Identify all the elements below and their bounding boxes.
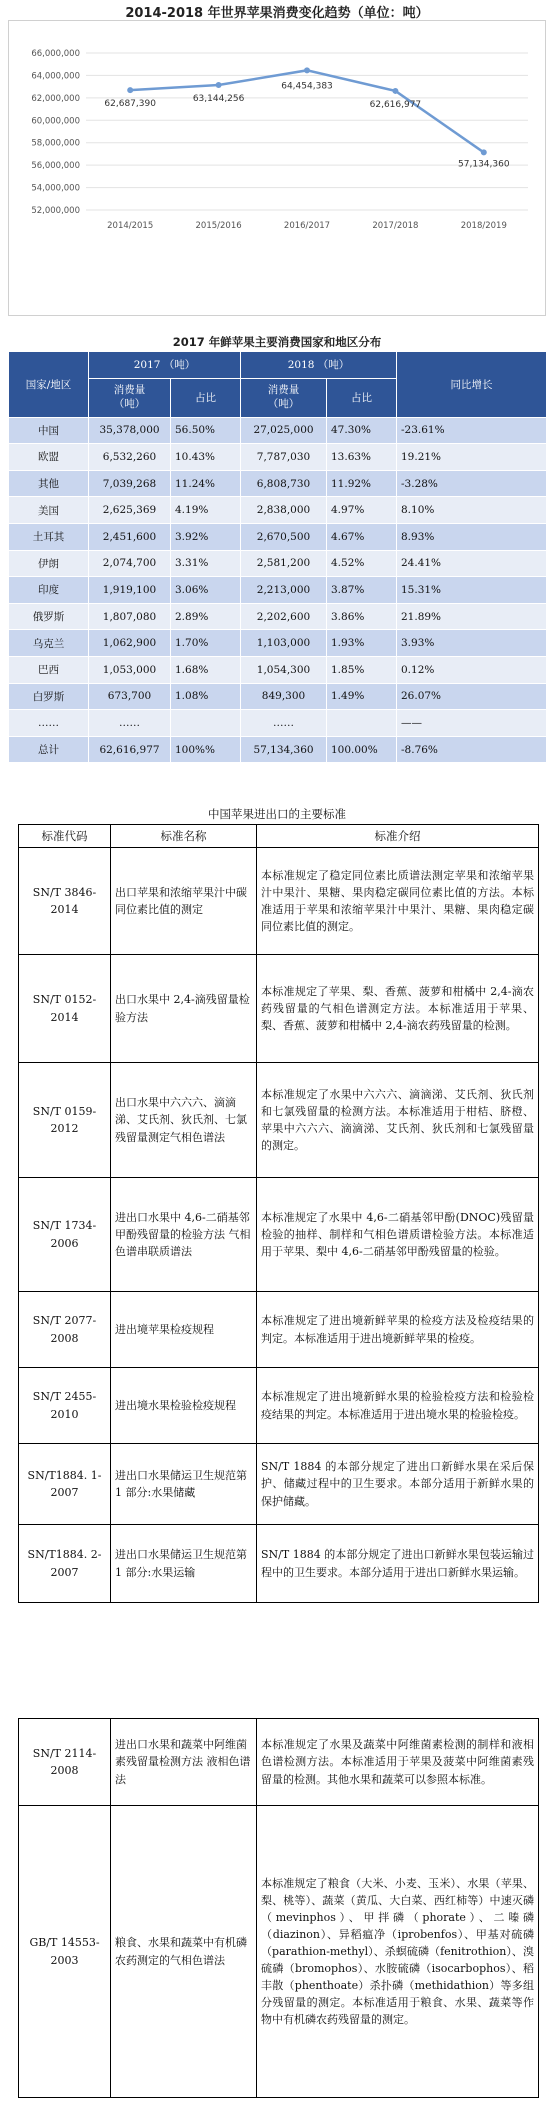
cell-share-2017: 3.06%: [171, 577, 241, 604]
cell-share-2018: 3.86%: [327, 603, 397, 630]
cell-qty-2017: 7,039,268: [89, 470, 171, 497]
standard-intro: 本标准规定了稳定同位素比质谱法测定苹果和浓缩苹果汁中果汁、果糖、果肉稳定碳同位素比值的方法。本标准适用于苹果和浓缩苹果汁中果汁、果糖、果肉稳定碳同位素比值的测定。: [257, 848, 539, 955]
y-tick-label: 62,000,000: [31, 93, 80, 104]
standards-table-body: [19, 848, 539, 1603]
trend-chart-svg: [8, 0, 546, 316]
cell-qty-2018: 2,213,000: [241, 577, 327, 604]
y-tick-label: 56,000,000: [31, 161, 80, 172]
y-tick-label: 52,000,000: [31, 206, 80, 216]
consumption-table: [8, 351, 547, 763]
cell-qty-2018: 7,787,030: [241, 444, 327, 471]
cell-share-2018: 1.49%: [327, 683, 397, 710]
data-point: [216, 82, 222, 88]
cell-region: 印度: [9, 577, 89, 604]
cell-region: 白罗斯: [9, 683, 89, 710]
cell-growth: 19.21%: [397, 444, 547, 471]
cell-qty-2017: 1,919,100: [89, 577, 171, 604]
header-intro: 标准介绍: [257, 825, 539, 848]
standard-code: SN/T 3846-2014: [19, 848, 111, 955]
standard-row: [19, 1292, 539, 1368]
consumption-row: [9, 710, 547, 737]
header-share-2017: 占比: [171, 378, 241, 417]
cell-share-2018: 4.97%: [327, 497, 397, 524]
standard-row: [19, 1368, 539, 1444]
data-label: 62,687,390: [104, 99, 156, 110]
cell-qty-2018: 27,025,000: [241, 417, 327, 444]
standard-name: 出口水果中 2,4-滴残留量检验方法: [111, 955, 257, 1063]
consumption-row: [9, 603, 547, 630]
data-point: [481, 149, 487, 155]
standard-row: [19, 1806, 539, 2098]
standard-row: [19, 1444, 539, 1525]
consumption-table-body: [9, 417, 547, 763]
cell-share-2018: 1.93%: [327, 630, 397, 657]
standard-intro: SN/T 1884 的本部分规定了进出口新鲜水果包装运输过程中的卫生要求。本部分适用于进出口新鲜水果运输。: [257, 1525, 539, 1603]
cell-share-2017: 56.50%: [171, 417, 241, 444]
cell-qty-2017: 6,532,260: [89, 444, 171, 471]
standards-table-continued-body: [19, 1719, 539, 2098]
cell-growth: 26.07%: [397, 683, 547, 710]
consumption-row: [9, 736, 547, 763]
cell-share-2018: 11.92%: [327, 470, 397, 497]
cell-qty-2018: 2,202,600: [241, 603, 327, 630]
standard-row: [19, 1525, 539, 1603]
y-tick-label: 54,000,000: [31, 183, 80, 194]
data-label: 64,454,383: [281, 81, 333, 92]
header-region: 国家/地区: [9, 352, 89, 418]
cell-region: 伊朗: [9, 550, 89, 577]
cell-growth: -23.61%: [397, 417, 547, 444]
standard-intro: SN/T 1884 的本部分规定了进出口新鲜水果在采后保护、储藏过程中的卫生要求。本部分适用于新鲜水果的保护储藏。: [257, 1444, 539, 1525]
standard-code: SN/T 1734-2006: [19, 1178, 111, 1292]
cell-share-2017: 10.43%: [171, 444, 241, 471]
cell-qty-2018: 2,670,500: [241, 523, 327, 550]
standard-intro: 本标准规定了苹果、梨、香蕉、菠萝和柑橘中 2,4-滴农药残留量的气相色谱测定方法。本标准适用于苹果、梨、香蕉、菠萝和柑橘中 2,4-滴农药残留量的检测。: [257, 955, 539, 1063]
standard-name: 进出口水果储运卫生规范第 1 部分:水果运输: [111, 1525, 257, 1603]
cell-share-2017: 4.19%: [171, 497, 241, 524]
standard-code: SN/T 2077-2008: [19, 1292, 111, 1368]
cell-qty-2018: 1,054,300: [241, 656, 327, 683]
cell-qty-2017: 2,451,600: [89, 523, 171, 550]
cell-growth: -3.28%: [397, 470, 547, 497]
data-point: [127, 87, 133, 93]
standard-row: [19, 1178, 539, 1292]
cell-share-2017: [171, 710, 241, 737]
header-share-2018: 占比: [327, 378, 397, 417]
data-label: 57,134,360: [458, 159, 510, 170]
cell-region: 总计: [9, 736, 89, 763]
cell-qty-2017: 2,625,369: [89, 497, 171, 524]
cell-share-2017: 1.68%: [171, 656, 241, 683]
standard-name: 进出境水果检验检疫规程: [111, 1368, 257, 1444]
standard-code: SN/T 0159-2012: [19, 1063, 111, 1178]
y-tick-label: 64,000,000: [31, 71, 80, 82]
cell-qty-2018: 1,103,000: [241, 630, 327, 657]
standard-code: SN/T 0152-2014: [19, 955, 111, 1063]
x-tick-label: 2015/2016: [195, 221, 242, 231]
y-tick-label: 60,000,000: [31, 116, 80, 127]
consumption-row: [9, 523, 547, 550]
consumption-row: [9, 577, 547, 604]
standards-table-continued: [18, 1718, 539, 2098]
cell-qty-2017: 35,378,000: [89, 417, 171, 444]
cell-growth: 0.12%: [397, 656, 547, 683]
data-label: 62,616,977: [369, 99, 422, 110]
cell-share-2018: 1.85%: [327, 656, 397, 683]
cell-growth: 15.31%: [397, 577, 547, 604]
cell-share-2018: 4.52%: [327, 550, 397, 577]
cell-share-2017: 3.31%: [171, 550, 241, 577]
consumption-row: [9, 683, 547, 710]
cell-qty-2018: 57,134,360: [241, 736, 327, 763]
cell-qty-2017: 673,700: [89, 683, 171, 710]
standard-name: 出口水果中六六六、滴滴涕、艾氏剂、狄氏剂、七氯残留量测定气相色谱法: [111, 1063, 257, 1178]
header-name: 标准名称: [111, 825, 257, 848]
cell-qty-2018: 849,300: [241, 683, 327, 710]
cell-growth: 8.93%: [397, 523, 547, 550]
cell-qty-2017: 1,053,000: [89, 656, 171, 683]
header-code: 标准代码: [19, 825, 111, 848]
standard-code: SN/T 2455-2010: [19, 1368, 111, 1444]
header-2017: 2017 （吨）: [89, 352, 241, 379]
standard-intro: 本标准规定了进出境新鲜水果的检验检疫方法和检验检疫结果的判定。本标准适用于进出境水果的检验检疫。: [257, 1368, 539, 1444]
standard-intro: 本标准规定了水果中 4,6-二硝基邻甲酚(DNOC)残留量检验的抽样、制样和气相色谱质谱检验方法。本标准适用于苹果、梨中 4,6-二硝基邻甲酚残留量的检验。: [257, 1178, 539, 1292]
cell-share-2018: 4.67%: [327, 523, 397, 550]
consumption-trend-chart: [8, 0, 546, 316]
standard-row: [19, 1063, 539, 1178]
standards-table: [18, 824, 539, 1603]
cell-growth: 21.89%: [397, 603, 547, 630]
x-tick-label: 2014/2015: [107, 221, 154, 231]
cell-growth: -8.76%: [397, 736, 547, 763]
standard-intro: 本标准规定了粮食（大米、小麦、玉米）、水果（苹果、梨、桃等）、蔬菜（黄瓜、大白菜、西红柿等）中速灭磷（mevinphos）、甲拌磷（phorate）、二嗪磷（diazinon）、异稻瘟净（iprobenfos）、甲基对硫磷（parathion-methyl）、杀螟硫磷（fenitrothion）、溴硫磷（bromophos）、水胺硫磷（isocarbophos）、稻丰散（phenthoate）杀扑磷（methidathion）等多组分残留量的测定。本标准适用于粮食、水果、蔬菜等作物中有机磷农药残留量的测定。: [257, 1806, 539, 2098]
cell-share-2017: 1.70%: [171, 630, 241, 657]
cell-qty-2017: 1,807,080: [89, 603, 171, 630]
header-qty-2018: 消费量 （吨）: [241, 378, 327, 417]
cell-qty-2017: 1,062,900: [89, 630, 171, 657]
standards-table-title: 中国苹果进出口的主要标准: [208, 807, 346, 821]
cell-qty-2017: ……: [89, 710, 171, 737]
cell-qty-2017: 62,616,977: [89, 736, 171, 763]
standard-name: 进出境苹果检疫规程: [111, 1292, 257, 1368]
header-qty-2017: 消费量 （吨）: [89, 378, 171, 417]
cell-share-2017: 1.08%: [171, 683, 241, 710]
chart-title: 2014-2018 年世界苹果消费变化趋势（单位：吨）: [125, 6, 429, 21]
standard-code: SN/T 2114-2008: [19, 1719, 111, 1806]
standard-code: SN/T1884. 2- 2007: [19, 1525, 111, 1603]
standard-row: [19, 955, 539, 1063]
cell-region: 其他: [9, 470, 89, 497]
cell-region: 乌克兰: [9, 630, 89, 657]
cell-growth: 24.41%: [397, 550, 547, 577]
standard-row: [19, 1719, 539, 1806]
consumption-row: [9, 630, 547, 657]
cell-region: 巴西: [9, 656, 89, 683]
data-point: [392, 88, 398, 94]
cell-growth: ——: [397, 710, 547, 737]
standard-name: 出口苹果和浓缩苹果汁中碳同位素比值的测定: [111, 848, 257, 955]
data-label: 63,144,256: [192, 94, 245, 105]
standard-intro: 本标准规定了水果中六六六、滴滴涕、艾氏剂、狄氏剂和七氯残留量的检测方法。本标准适用于柑桔、脐橙、苹果中六六六、滴滴涕、艾氏剂、狄氏剂和七氯残留量的测定。: [257, 1063, 539, 1178]
standard-row: [19, 848, 539, 955]
cell-share-2018: 100.00%: [327, 736, 397, 763]
y-tick-label: 66,000,000: [31, 49, 80, 59]
x-tick-label: 2017/2018: [372, 221, 419, 231]
cell-share-2017: 100%%: [171, 736, 241, 763]
cell-share-2018: 3.87%: [327, 577, 397, 604]
consumption-row: [9, 656, 547, 683]
consumption-row: [9, 550, 547, 577]
cell-region: 欧盟: [9, 444, 89, 471]
cell-share-2017: 11.24%: [171, 470, 241, 497]
standard-name: 进出口水果和蔬菜中阿维菌素残留量检测方法 液相色谱法: [111, 1719, 257, 1806]
y-tick-label: 58,000,000: [31, 138, 80, 149]
consumption-table-title: 2017 年鲜苹果主要消费国家和地区分布: [172, 335, 382, 349]
header-growth: 同比增长: [397, 352, 547, 418]
standard-name: 粮食、水果和蔬菜中有机磷农药测定的气相色谱法: [111, 1806, 257, 2098]
cell-growth: 3.93%: [397, 630, 547, 657]
standard-code: SN/T1884. 1- 2007: [19, 1444, 111, 1525]
data-point: [304, 67, 310, 73]
cell-share-2018: 13.63%: [327, 444, 397, 471]
cell-qty-2017: 2,074,700: [89, 550, 171, 577]
cell-region: 美国: [9, 497, 89, 524]
cell-share-2018: 47.30%: [327, 417, 397, 444]
cell-share-2017: 3.92%: [171, 523, 241, 550]
cell-region: 中国: [9, 417, 89, 444]
cell-region: 俄罗斯: [9, 603, 89, 630]
cell-growth: 8.10%: [397, 497, 547, 524]
x-tick-label: 2018/2019: [460, 221, 507, 231]
cell-share-2018: [327, 710, 397, 737]
standard-code: GB/T 14553-2003: [19, 1806, 111, 2098]
header-2018: 2018 （吨）: [241, 352, 397, 379]
standard-name: 进出口水果储运卫生规范第 1 部分:水果储藏: [111, 1444, 257, 1525]
standard-intro: 本标准规定了水果及蔬菜中阿维菌素检测的制样和液相色谱检测方法。本标准适用于苹果及菠菜中阿维菌素残留量的检测。其他水果和蔬菜可以参照本标准。: [257, 1719, 539, 1806]
consumption-row: [9, 444, 547, 471]
cell-region: 土耳其: [9, 523, 89, 550]
cell-qty-2018: 6,808,730: [241, 470, 327, 497]
x-tick-label: 2016/2017: [283, 221, 331, 231]
consumption-row: [9, 497, 547, 524]
cell-share-2017: 2.89%: [171, 603, 241, 630]
standard-intro: 本标准规定了进出境新鲜苹果的检疫方法及检疫结果的判定。本标准适用于进出境新鲜苹果的检疫。: [257, 1292, 539, 1368]
consumption-row: [9, 470, 547, 497]
standard-name: 进出口水果中 4,6-二硝基邻甲酚残留量的检验方法 气相色谱串联质谱法: [111, 1178, 257, 1292]
cell-qty-2018: 2,838,000: [241, 497, 327, 524]
cell-qty-2018: ……: [241, 710, 327, 737]
cell-qty-2018: 2,581,200: [241, 550, 327, 577]
cell-region: ……: [9, 710, 89, 737]
consumption-row: [9, 417, 547, 444]
